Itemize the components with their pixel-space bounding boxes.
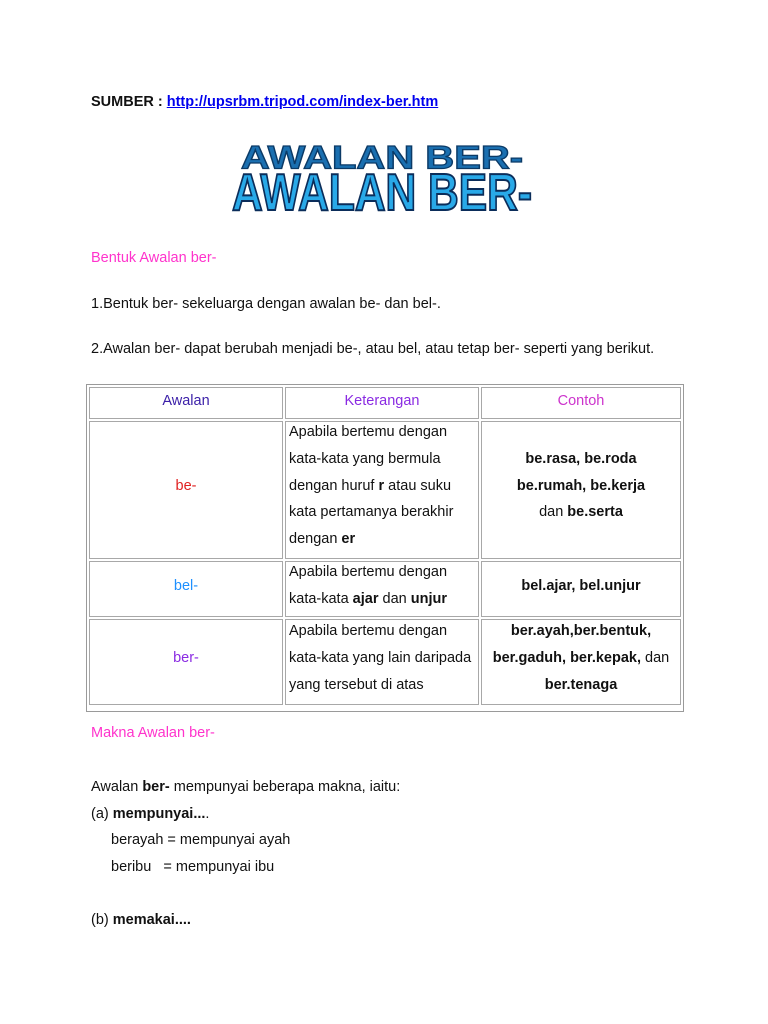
source-label: SUMBER : bbox=[91, 94, 163, 110]
ket-line: kata pertamanya berakhir bbox=[289, 504, 454, 520]
row-bel-keterangan-cell bbox=[285, 561, 479, 617]
makna-a: (a) mempunyai.... bbox=[91, 806, 210, 822]
ket-line: dengan er bbox=[289, 531, 356, 547]
ket-line: Apabila bertemu dengan bbox=[289, 424, 448, 440]
contoh-line: ber.tenaga bbox=[544, 677, 618, 693]
header-keterangan: Keterangan bbox=[344, 393, 420, 409]
row-ber-contoh-cell bbox=[481, 619, 681, 705]
makna-b: (b) memakai.... bbox=[91, 912, 191, 928]
ket-line: kata-kata ajar dan unjur bbox=[289, 591, 447, 607]
ket-line: dengan huruf r atau suku bbox=[289, 478, 452, 494]
row-bel-prefix-cell bbox=[89, 561, 283, 617]
ket-line: Apabila bertemu dengan bbox=[289, 623, 448, 639]
prefix-ber: ber- bbox=[173, 650, 199, 666]
point-2: 2.Awalan ber- dapat berubah menjadi be-, atau bel, atau tetap ber- seperti yang berikut. bbox=[91, 341, 655, 357]
contoh-line: ber.gaduh, ber.kepak, dan bbox=[492, 650, 670, 666]
ket-line: kata-kata yang bermula bbox=[289, 451, 441, 467]
heading-makna: Makna Awalan ber- bbox=[91, 725, 215, 741]
prefix-be: be- bbox=[175, 478, 197, 494]
row-be-prefix-cell bbox=[89, 421, 283, 559]
heading-bentuk: Bentuk Awalan ber- bbox=[91, 250, 217, 266]
header-awalan: Awalan bbox=[162, 393, 210, 409]
example-beribu: beribu = mempunyai ibu bbox=[111, 859, 275, 875]
source-link[interactable]: http://upsrbm.tripod.com/index-ber.htm bbox=[166, 94, 439, 110]
source-line bbox=[91, 94, 438, 110]
ket-line: Apabila bertemu dengan bbox=[289, 564, 448, 580]
example-berayah: berayah = mempunyai ayah bbox=[111, 832, 291, 848]
point-1: 1.Bentuk ber- sekeluarga dengan awalan be- dan bel-. bbox=[91, 296, 441, 312]
ket-line: yang tersebut di atas bbox=[289, 677, 424, 693]
row-ber-prefix-cell bbox=[89, 619, 283, 705]
svg-text:AWALAN BER-: AWALAN BER- bbox=[232, 164, 532, 220]
contoh-line: ber.ayah,ber.bentuk, bbox=[510, 623, 652, 639]
header-cell-awalan bbox=[89, 387, 283, 419]
contoh-line: be.rasa, be.roda bbox=[525, 451, 637, 467]
svg-text:AWALAN BER-: AWALAN BER- bbox=[240, 139, 524, 176]
row-be-contoh-cell bbox=[481, 421, 681, 559]
row-bel-contoh-cell bbox=[481, 561, 681, 617]
header-contoh: Contoh bbox=[557, 393, 605, 409]
awalan-ber-logo bbox=[226, 138, 538, 220]
contoh-line: be.rumah, be.kerja bbox=[516, 478, 646, 494]
row-ber-keterangan-cell bbox=[285, 619, 479, 705]
ket-line: kata-kata yang lain daripada bbox=[289, 650, 472, 666]
header-cell-contoh bbox=[481, 387, 681, 419]
prefix-bel: bel- bbox=[173, 578, 199, 594]
makna-intro: Awalan ber- mempunyai beberapa makna, iaitu: bbox=[91, 779, 401, 795]
contoh-line: bel.ajar, bel.unjur bbox=[521, 578, 641, 594]
header-cell-keterangan bbox=[285, 387, 479, 419]
awalan-table bbox=[86, 384, 684, 712]
contoh-line: dan be.serta bbox=[539, 504, 623, 520]
row-be-keterangan-cell bbox=[285, 421, 479, 559]
